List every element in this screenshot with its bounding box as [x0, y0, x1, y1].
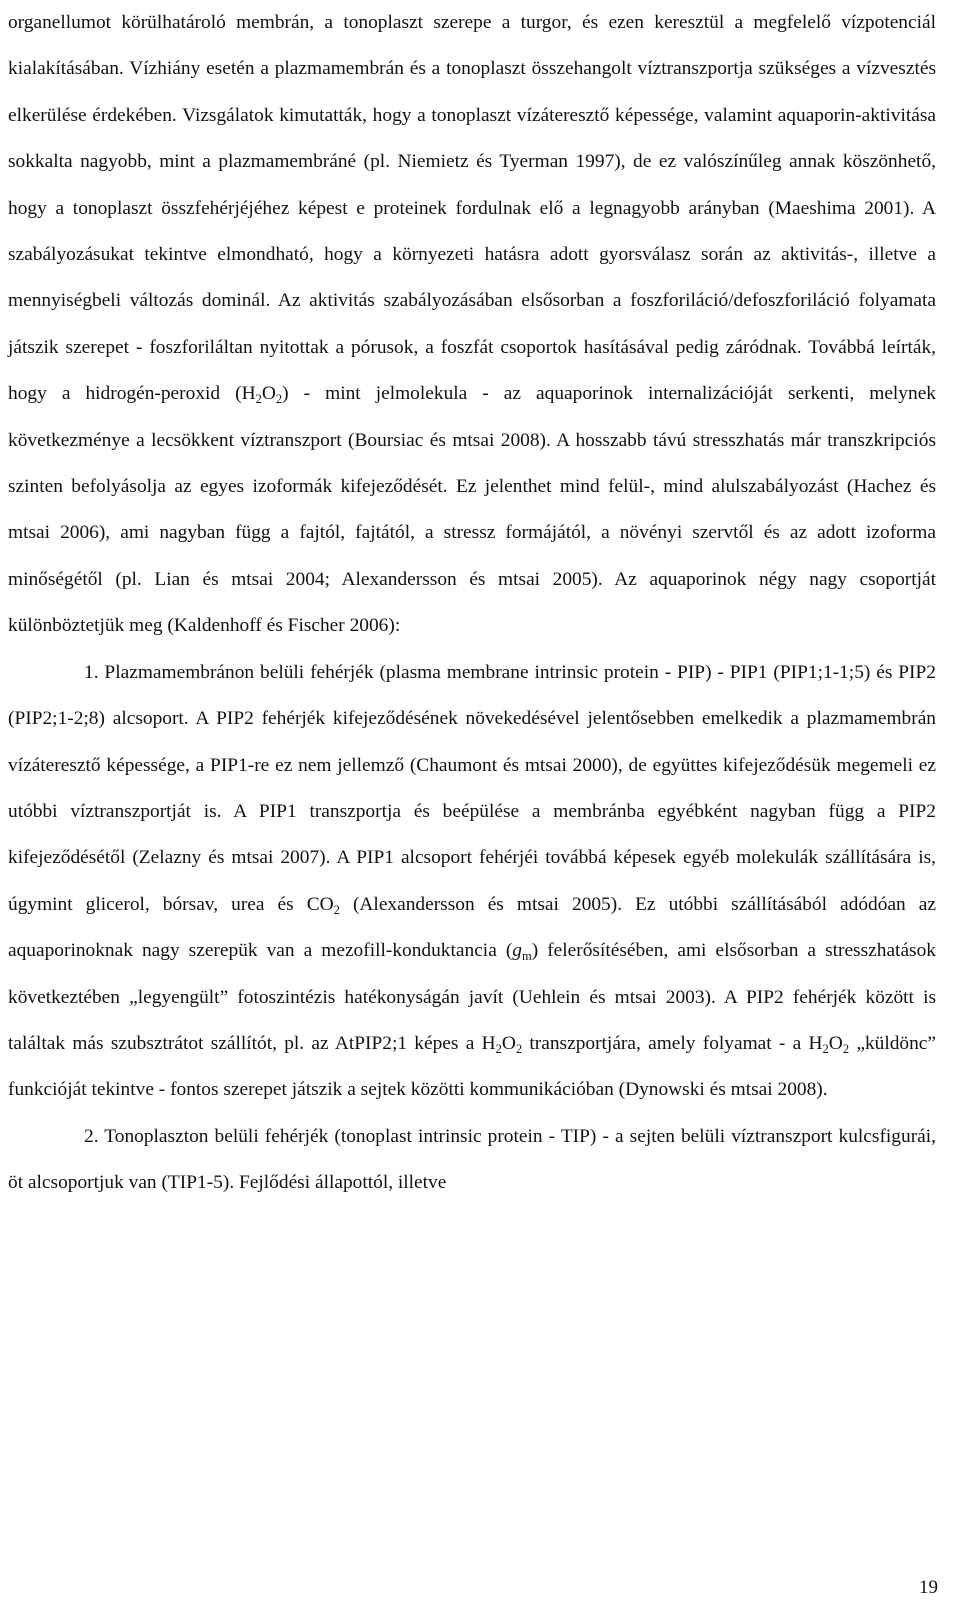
subscript: 2	[275, 392, 283, 407]
text-run: ) - mint jelmolekula - az aquaporinok internalizációját serkenti, melynek következménye a lecsökkent víztranszport (Boursiac és mtsai 2008). A hosszabb távú stresszhatás már transzkripciós szinten befolyásolja az egyes izoformák kifejeződését. Ez jelenthet mind felül-, mind alulszabályozást (Hachez és mtsai 2006), ami nagyban függ a fajtól, fajtától, a stressz formájától, a növényi szervtől és az adott izoforma minőségétől (pl. Lian és mtsai 2004; Alexandersson és mtsai 2005). Az aquaporinok négy nagy csoportját különböztetjük meg (Kaldenhoff és Fischer 2006):	[8, 383, 937, 637]
subscript: m	[521, 949, 532, 964]
text-run: transzportjára, amely folyamat - a H	[522, 1032, 823, 1054]
text-run: 2. Tonoplaszton belüli fehérjék (tonoplast intrinsic protein - TIP) - a sejten belüli víztranszport kulcsfigurái, öt alcsoportjuk van (TIP1-5). Fejlődési állapottól, illetve	[8, 1125, 936, 1194]
page-number: 19	[919, 1577, 938, 1598]
text-run: O	[261, 383, 276, 405]
subscript: 2	[495, 1041, 502, 1056]
subscript: 2	[842, 1041, 850, 1056]
subscript: 2	[333, 902, 340, 917]
text-run: organellumot körülhatároló membrán, a tonoplaszt szerepe a turgor, és ezen keresztül a megfelelő vízpotenciál kialakításában. Vízhiány esetén a plazmamembrán és a tonoplaszt összehangolt víztranszportja szükséges a vízvesztés elkerülése érdekében. Vizsgálatok kimutatták, hogy a tonoplaszt vízáteresztő képessége, valamint aquaporin-aktivitása sokkalta nagyobb, mint a plazmamembráné (pl. Niemietz és Tyerman 1997), de ez valószínűleg annak köszönhető, hogy a tonoplaszt összfehérjéjéhez képest e proteinek fordulnak elő a legnagyobb arányban (Maeshima 2001). A szabályozásukat tekintve elmondható, hogy a környezeti hatásra adott gyorsválasz során az aktivitás-, illetve a mennyiségbeli változás dominál. Az aktivitás szabályozásában elsősorban a foszforiláció/defoszforiláció folyamata játszik szerepet - foszforiláltan nyitottak a pórusok, a foszfát csoportok hasításával pedig záródnak. Továbbá leírták, hogy a hidrogén-peroxid (H	[8, 12, 936, 405]
text-run: „küldönc” funkcióját tekintve - fontos szerepet játszik a sejtek közötti kommunikációban (Dynowski és mtsai 2008).	[8, 1032, 937, 1101]
document-page	[8, 0, 936, 1207]
paragraph-aquaporin-regulation	[8, 0, 936, 650]
subscript: 2	[255, 392, 262, 407]
text-run: ) felerősítésében, ami elsősorban a stresszhatások következtében „legyengült” fotoszintézis hatékonyságán javít (Uehlein és mtsai 2003). A PIP2 fehérjék között is találtak más szubsztrátot szállítót, pl. az AtPIP2;1 képes a H	[8, 940, 936, 1054]
text-run: 1. Plazmamembránon belüli fehérjék (plasma membrane intrinsic protein - PIP) - PIP1 (PIP1;1-1;5) és PIP2 (PIP2;1-2;8) alcsoport. A PIP2 fehérjék kifejeződésének növekedésével jelentősebben emelkedik a plazmamembrán vízáteresztő képessége, a PIP1-re ez nem jellemző (Chaumont és mtsai 2000), de együttes kifejeződésük megemeli ez utóbbi víztranszportját is. A PIP1 transzportja és beépülése a membránba egyébként nagyban függ a PIP2 kifejeződésétől (Zelazny és mtsai 2007). A PIP1 alcsoport fehérjéi továbbá képesek egyéb molekulák szállítására is, úgymint glicerol, bórsav, urea és CO	[8, 661, 936, 915]
paragraph-tip-proteins	[8, 1114, 936, 1207]
subscript: 2	[515, 1041, 523, 1056]
text-run: O	[501, 1032, 516, 1054]
subscript: 2	[822, 1041, 829, 1056]
italic-symbol: g	[512, 940, 522, 962]
text-run: (Alexandersson és mtsai 2005). Ez utóbbi szállításából adódóan az aquaporinoknak nagy szerepük van a mezofill-konduktancia (	[8, 893, 937, 962]
text-run: O	[828, 1032, 843, 1054]
paragraph-pip-proteins	[8, 650, 936, 1114]
